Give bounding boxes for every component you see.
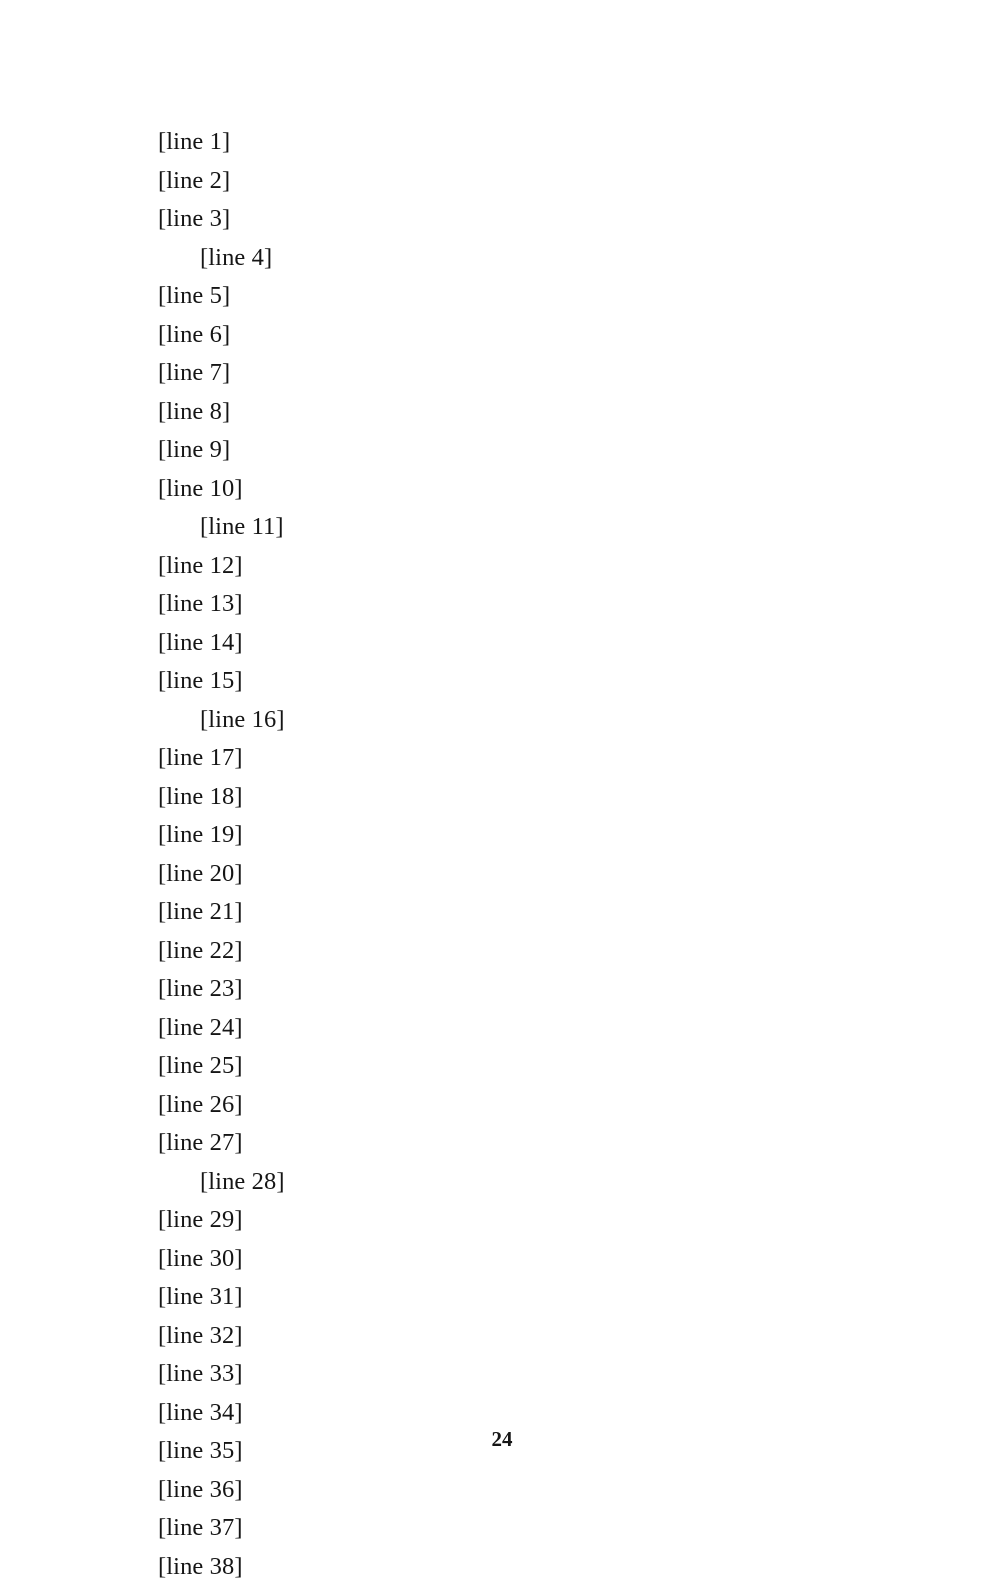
page-body — [158, 123, 846, 1586]
paragraph — [158, 123, 846, 239]
text-line: [line 2] — [158, 162, 846, 201]
book-page — [158, 0, 846, 1507]
text-line: [line 21] — [158, 893, 846, 932]
text-line: [line 16] — [158, 701, 846, 740]
text-line: [line 3] — [158, 200, 846, 239]
text-line: [line 8] — [158, 393, 846, 432]
paragraph — [158, 701, 846, 1163]
text-line: [line 7] — [158, 354, 846, 393]
text-line: [line 22] — [158, 932, 846, 971]
text-line: [line 19] — [158, 816, 846, 855]
text-line: [line 15] — [158, 662, 846, 701]
text-line: [line 32] — [158, 1317, 846, 1356]
text-line: [line 13] — [158, 585, 846, 624]
text-line: [line 14] — [158, 624, 846, 663]
text-line: [line 6] — [158, 316, 846, 355]
text-line: [line 11] — [158, 508, 846, 547]
text-line: [line 17] — [158, 739, 846, 778]
text-line: [line 9] — [158, 431, 846, 470]
text-line: [line 35] — [158, 1432, 846, 1471]
text-line: [line 33] — [158, 1355, 846, 1394]
text-line: [line 24] — [158, 1009, 846, 1048]
text-line: [line 29] — [158, 1201, 846, 1240]
text-line: [line 23] — [158, 970, 846, 1009]
paragraph — [158, 508, 846, 701]
text-line: [line 36] — [158, 1471, 846, 1510]
text-line: [line 26] — [158, 1086, 846, 1125]
text-line: [line 30] — [158, 1240, 846, 1279]
text-line: [line 4] — [158, 239, 846, 278]
text-line: [line 27] — [158, 1124, 846, 1163]
text-line: [line 34] — [158, 1394, 846, 1433]
text-line: [line 18] — [158, 778, 846, 817]
page-number: 24 — [158, 1426, 846, 1452]
text-line: [line 10] — [158, 470, 846, 509]
text-line: [line 25] — [158, 1047, 846, 1086]
text-line: [line 31] — [158, 1278, 846, 1317]
text-line: [line 12] — [158, 547, 846, 586]
text-line: [line 5] — [158, 277, 846, 316]
text-line: [line 1] — [158, 123, 846, 162]
text-line: [line 28] — [158, 1163, 846, 1202]
paragraph — [158, 239, 846, 509]
paragraph — [158, 1163, 846, 1586]
text-line: [line 20] — [158, 855, 846, 894]
text-line: [line 38] — [158, 1548, 846, 1586]
text-line: [line 37] — [158, 1509, 846, 1548]
